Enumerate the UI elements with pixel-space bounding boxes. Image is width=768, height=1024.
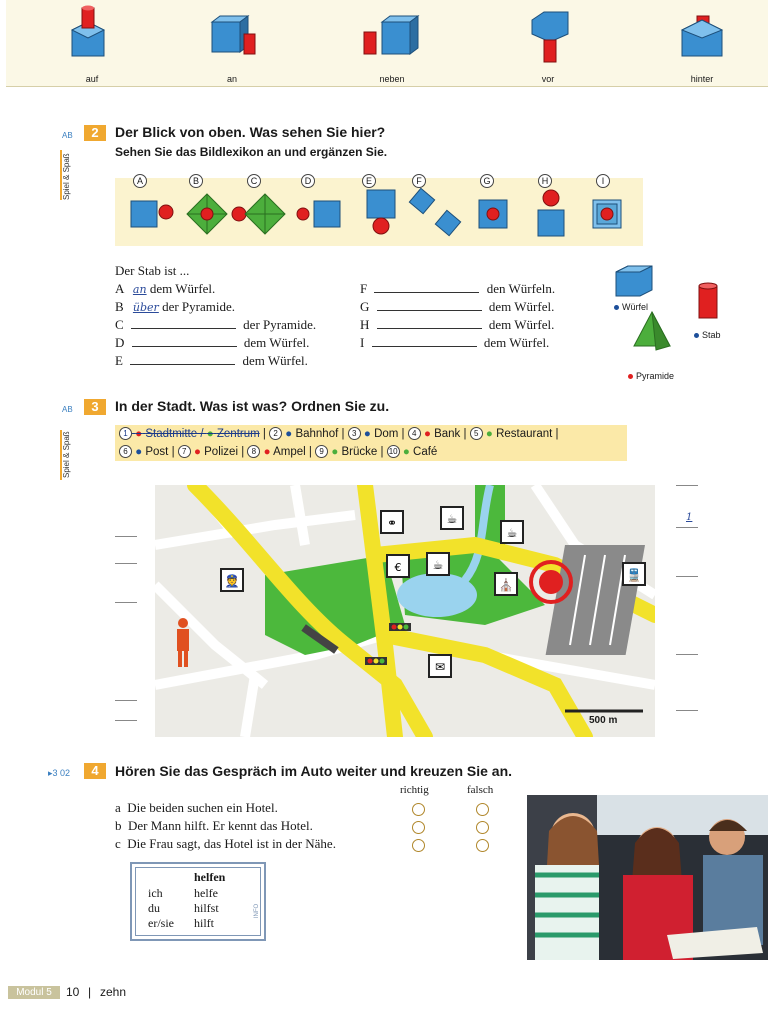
question-letter: c	[115, 836, 121, 851]
word-text: Café	[413, 446, 438, 458]
figure-c	[232, 194, 285, 234]
blank-d[interactable]	[132, 335, 237, 347]
answer-line[interactable]	[676, 485, 698, 486]
radio-c-falsch[interactable]	[476, 839, 489, 852]
word-item-9: 9 ● Brücke	[315, 446, 377, 458]
statement-letter: D	[115, 335, 125, 350]
svg-text:☕: ☕	[506, 526, 518, 540]
side-label: Spiel & Spaß	[62, 431, 71, 478]
statement-letter: H	[360, 317, 370, 332]
figure-letter-a: A	[133, 174, 147, 188]
word-number: 9	[315, 445, 328, 458]
blank-i[interactable]	[372, 335, 477, 347]
legend-cube	[614, 302, 648, 312]
word-text: Ampel	[273, 446, 306, 458]
figure-e	[367, 190, 395, 234]
radio-c-richtig[interactable]	[412, 839, 425, 852]
footer-separator: |	[88, 985, 92, 999]
legend-pyramid-label: Pyramide	[636, 371, 675, 381]
form-du: hilfst	[194, 901, 219, 915]
statement-letter: F	[360, 281, 368, 296]
statement-text: dem Würfel.	[488, 299, 555, 314]
answer-line[interactable]	[676, 710, 698, 711]
svg-text:€: €	[394, 561, 402, 574]
word-number: 3	[348, 427, 361, 440]
statement-a	[115, 281, 215, 297]
car-photo	[527, 795, 768, 960]
figure-letter-i: I	[596, 174, 610, 188]
blank-f[interactable]	[374, 281, 479, 293]
page-number-word: zehn	[100, 985, 127, 999]
word-text: Post	[145, 446, 169, 458]
figure-a	[131, 201, 173, 227]
pronoun-ich: ich	[148, 886, 163, 900]
word-item-5: 5 ● Restaurant	[470, 428, 553, 440]
figure-f	[409, 188, 460, 235]
radio-a-richtig[interactable]	[412, 803, 425, 816]
svg-text:🚆: 🚆	[626, 568, 642, 582]
preposition-illustrations	[6, 0, 768, 74]
word-item-3: 3 ● Dom	[348, 428, 399, 440]
word-box-line-1: 1 ● Stadtmitte / ● Zentrum | 2 ● Bahnhof | 3 ● Dom | 4 ● Bank | 5 ● Restaurant |	[119, 425, 623, 443]
cafe-icon	[501, 521, 523, 543]
exercise-number: 3	[84, 399, 106, 415]
ab-reference: AB	[62, 405, 73, 414]
statement-text: dem Würfel.	[488, 317, 555, 332]
word-number: 5	[470, 427, 483, 440]
word-number: 1	[119, 427, 132, 440]
word-item-2: 2 ● Bahnhof	[269, 428, 338, 440]
column-richtig: richtig	[400, 784, 429, 796]
word-item-1: 1 ● Stadtmitte / ● Zentrum	[119, 428, 260, 440]
info-tag: INFO	[254, 903, 261, 919]
prep-label-auf: auf	[85, 74, 99, 84]
bildlexikon-band	[115, 178, 643, 246]
word-number: 4	[408, 427, 421, 440]
blank-g[interactable]	[377, 299, 482, 311]
svg-text:⚭: ⚭	[386, 516, 398, 530]
statement-letter: A	[115, 281, 124, 296]
module-label: Modul 5	[8, 986, 60, 999]
shape-legend	[600, 258, 730, 378]
word-item-7: 7 ● Polizei	[178, 446, 238, 458]
question-text: Die beiden suchen ein Hotel.	[127, 800, 278, 815]
prep-label-hinter: hinter	[690, 74, 714, 84]
answer-line[interactable]	[115, 563, 137, 564]
prep-label-vor: vor	[541, 74, 555, 84]
word-text: Polizei	[204, 446, 239, 458]
figure-letter-b: B	[189, 174, 203, 188]
statement-c	[115, 317, 316, 333]
figure-letter-c: C	[247, 174, 261, 188]
statement-b	[115, 299, 235, 315]
figure-letter-h: H	[538, 174, 552, 188]
word-text: Stadtmitte /	[145, 428, 207, 440]
traffic-light-icon	[389, 623, 411, 631]
word-item-6: 6 ● Post	[119, 446, 168, 458]
figure-letter-d: D	[301, 174, 315, 188]
word-number: 6	[119, 445, 132, 458]
station-icon	[623, 563, 645, 585]
word-text-2: Zentrum	[216, 428, 260, 440]
figure-i	[593, 200, 621, 228]
cube-auf-illustration	[72, 6, 104, 57]
legend-dot	[614, 305, 619, 310]
question-c	[115, 836, 336, 852]
cube-an-illustration	[212, 16, 255, 54]
word-text: Restaurant	[496, 428, 553, 440]
statement-letter: G	[360, 299, 370, 314]
audio-track[interactable]: ▸3 02	[48, 768, 71, 778]
legend-cube-label: Würfel	[622, 302, 649, 312]
post-icon	[429, 655, 451, 677]
cube-hinter-illustration	[682, 16, 722, 56]
restaurant-icon	[381, 511, 403, 533]
answer-line[interactable]	[115, 536, 137, 537]
answer-line[interactable]	[115, 700, 137, 701]
svg-text:👮: 👮	[224, 574, 240, 588]
figure-d	[297, 201, 340, 227]
question-b	[115, 818, 313, 834]
statement-letter: B	[115, 299, 124, 314]
figure-letter-f: F	[412, 174, 426, 188]
statement-text: der Pyramide.	[162, 299, 235, 314]
legend-pyramid	[628, 371, 674, 381]
word-number: 10	[387, 445, 400, 458]
question-letter: a	[115, 800, 121, 815]
pronoun-du: du	[148, 901, 160, 915]
exercise-number: 4	[84, 763, 106, 779]
word-number: 2	[269, 427, 282, 440]
cube-neben-illustration	[364, 16, 418, 54]
statement-e	[115, 353, 308, 369]
statement-letter: E	[115, 353, 123, 368]
map-scale-label: 500 m	[589, 715, 618, 726]
traffic-light-icon	[365, 657, 387, 665]
statement-text: dem Würfel.	[483, 335, 550, 350]
statement-text: dem Würfel.	[149, 281, 216, 296]
pronoun-er-sie: er/sie	[148, 916, 174, 930]
ab-reference: AB	[62, 131, 73, 140]
word-item-10: 10 ● Café	[387, 446, 438, 458]
statement-h	[360, 317, 554, 333]
answer-line[interactable]	[676, 576, 698, 577]
statement-letter: I	[360, 335, 365, 350]
statement-text: dem Würfel.	[243, 335, 310, 350]
conjugation-box	[130, 862, 266, 941]
cafe-icon	[441, 507, 463, 529]
rod-icon	[699, 283, 717, 318]
figure-h	[538, 190, 564, 236]
answer-line[interactable]	[115, 602, 137, 603]
statement-g	[360, 299, 554, 315]
svg-text:⛪: ⛪	[498, 578, 514, 592]
exercise-instruction: Sehen Sie das Bildlexikon an und ergänzen Sie.	[115, 145, 388, 159]
radio-b-falsch[interactable]	[476, 821, 489, 834]
exercise-intro: Der Stab ist ...	[115, 263, 190, 278]
figure-g	[479, 200, 507, 228]
statement-d	[115, 335, 309, 351]
svg-text:✉: ✉	[434, 660, 446, 674]
svg-text:☕: ☕	[432, 558, 444, 572]
statement-text: dem Würfel.	[242, 353, 308, 368]
church-icon	[495, 573, 517, 595]
cafe-icon	[427, 553, 449, 575]
side-label: Spiel & Spaß	[62, 153, 71, 200]
pyramid-icon	[634, 312, 670, 350]
statement-i	[360, 335, 549, 351]
statement-f	[360, 281, 555, 297]
cube-vor-illustration	[532, 12, 568, 62]
prep-label-neben: neben	[379, 74, 405, 84]
column-falsch: falsch	[467, 784, 494, 796]
word-text: Bank	[434, 428, 461, 440]
word-text: Dom	[374, 428, 399, 440]
blank-e[interactable]	[130, 353, 235, 365]
legend-dot	[628, 374, 633, 379]
answer-line[interactable]	[115, 720, 137, 721]
figure-b	[187, 194, 227, 234]
question-letter: b	[115, 818, 122, 833]
exercise-number: 2	[84, 125, 106, 141]
exercise-title: Hören Sie das Gespräch im Auto weiter und kreuzen Sie an.	[115, 763, 513, 779]
statement-letter: C	[115, 317, 124, 332]
figure-letter-e: E	[362, 174, 376, 188]
answer-a[interactable]: an	[132, 283, 147, 296]
question-text: Die Frau sagt, das Hotel ist in der Nähe.	[127, 836, 336, 851]
word-number: 7	[178, 445, 191, 458]
blank-h[interactable]	[377, 317, 482, 329]
form-er-sie: hilft	[194, 916, 214, 930]
preposition-strip	[6, 0, 768, 87]
answer-line[interactable]	[676, 654, 698, 655]
cube-icon	[616, 266, 652, 296]
statement-text: den Würfeln.	[486, 281, 556, 296]
word-box-line-2: 6 ● Post | 7 ● Polizei | 8 ● Ampel | 9 ● Brücke | 10 ● Café	[119, 443, 623, 461]
page-number: 10	[66, 985, 80, 999]
word-text: Brücke	[341, 446, 378, 458]
radio-b-richtig[interactable]	[412, 821, 425, 834]
statement-text: der Pyramide.	[243, 317, 317, 332]
word-item-4: 4 ● Bank	[408, 428, 461, 440]
prep-label-an: an	[226, 74, 237, 84]
filled-answer: 1	[686, 512, 693, 523]
answer-line[interactable]	[676, 527, 698, 528]
figure-letter-g: G	[480, 174, 494, 188]
question-text: Der Mann hilft. Er kennt das Hotel.	[128, 818, 313, 833]
word-number: 8	[247, 445, 260, 458]
city-map	[155, 485, 655, 737]
blank-c[interactable]	[131, 317, 236, 329]
police-icon	[221, 569, 243, 591]
word-item-8: 8 ● Ampel	[247, 446, 305, 458]
legend-rod-label: Stab	[702, 330, 721, 340]
bank-icon	[387, 555, 409, 577]
conjugation-verb: helfen	[194, 870, 226, 884]
top-view-figures	[115, 178, 643, 246]
svg-text:☕: ☕	[446, 512, 458, 526]
word-text: Bahnhof	[295, 428, 339, 440]
radio-a-falsch[interactable]	[476, 803, 489, 816]
legend-rod	[694, 330, 721, 340]
legend-dot	[694, 333, 699, 338]
word-box	[115, 425, 627, 461]
question-a	[115, 800, 278, 816]
answer-b[interactable]: über	[132, 301, 159, 314]
exercise-title: Der Blick von oben. Was sehen Sie hier?	[115, 124, 386, 140]
form-ich: helfe	[194, 886, 218, 900]
exercise-title: In der Stadt. Was ist was? Ordnen Sie zu.	[115, 398, 390, 414]
